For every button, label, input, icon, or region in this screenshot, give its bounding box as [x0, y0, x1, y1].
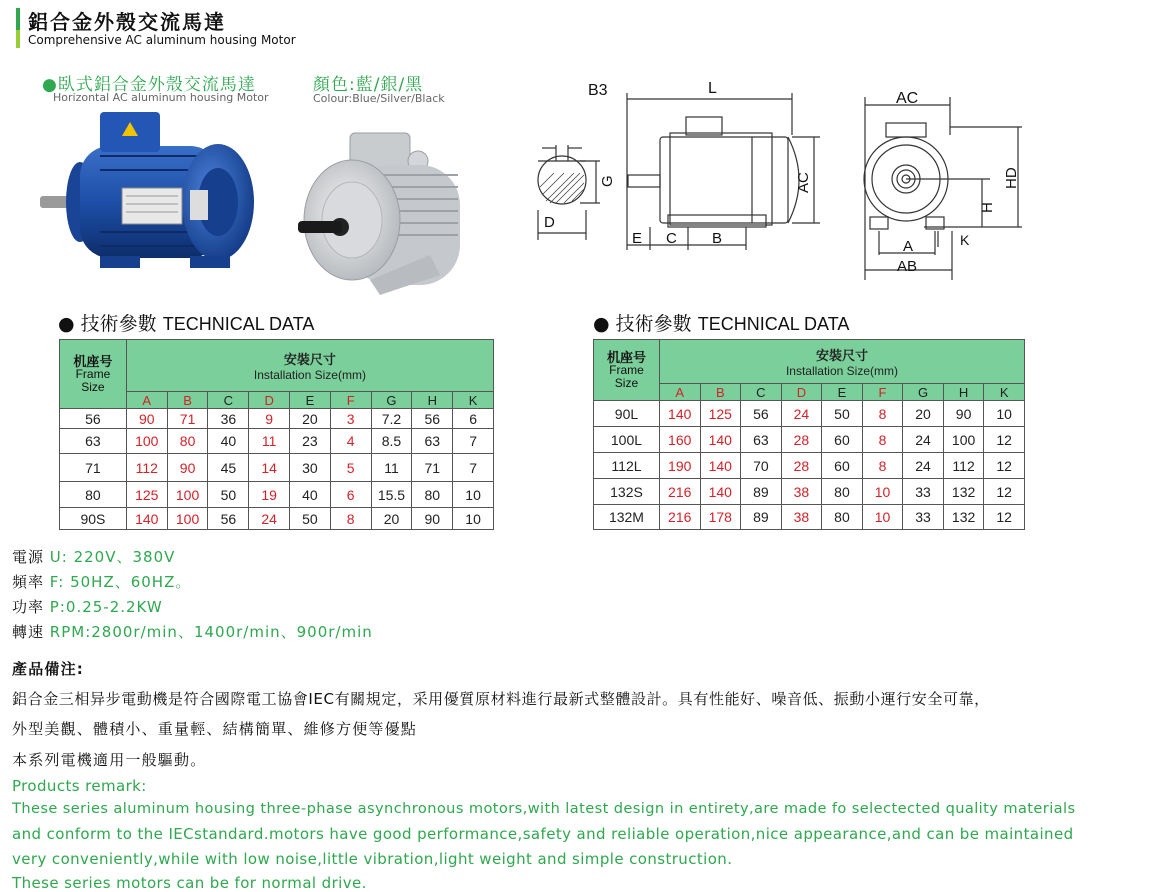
blue-motor-photo [40, 108, 270, 283]
table-row: 56 90 71 36 9 20 3 7.2 56 6 [60, 409, 494, 429]
spec-rpm: 轉速 RPM:2800r/min、1400r/min、900r/min [12, 623, 373, 641]
table-row: 132S 216 140 89 38 80 10 33 132 12 [594, 479, 1025, 505]
remarks-cn-line-1: 鋁合金三相异步電動機是符合國際電工協會IEC有關規定，采用優質原材料進行最新式整體設計。具有性能好、噪音低、振動小運行安全可靠， [12, 690, 990, 708]
label-k: K [960, 232, 970, 248]
title-accent-bar [16, 8, 20, 30]
label-l: L [708, 80, 717, 97]
label-d: D [544, 214, 555, 231]
spec-table-1 [59, 339, 494, 530]
installation-size-header: 安裝尺寸 Installation Size(mm) [659, 340, 1024, 384]
table-row: 100L 160 140 63 28 60 8 24 100 12 [594, 427, 1025, 453]
spec-voltage: 電源 U: 220V、380V [12, 548, 176, 566]
remarks-en-line-1: These series aluminum housing three-phase asynchronous motors,with latest design in entirety,are made fo selectected quality materials [12, 800, 1076, 817]
remarks-heading-en: Products remark: [12, 777, 147, 795]
frame-size-header: 机座号 Frame Size [60, 340, 127, 409]
installation-size-header: 安裝尺寸 Installation Size(mm) [126, 340, 493, 392]
table-row: 132M 216 178 89 38 80 10 33 132 12 [594, 505, 1025, 530]
silver-motor-photo [290, 125, 470, 300]
column-letters-row: A B C D E F G H K [60, 392, 494, 409]
remarks-en-line-3: very conveniently,while with low noise,little vibration,light weight and simple construction. [12, 850, 733, 868]
table-row: 80 125 100 50 19 40 6 15.5 80 10 [60, 482, 494, 508]
product-type-en: Horizontal AC aluminum housing Motor [53, 91, 269, 104]
frame-size-header: 机座号 Frame Size [594, 340, 660, 401]
column-letters-row: A B C D E F G H K [594, 384, 1025, 401]
label-e: E [632, 230, 643, 247]
colour-cn: 顏色:藍/銀/黑 [313, 75, 424, 95]
product-type-cn: ●臥式鋁合金外殼交流馬達 [42, 75, 256, 95]
label-a: A [903, 238, 914, 255]
table-row: 90L 140 125 56 24 50 8 20 90 10 [594, 401, 1025, 427]
table-row: 112L 190 140 70 28 60 8 24 112 12 [594, 453, 1025, 479]
label-b: B [712, 230, 723, 247]
spec-frequency: 頻率 F: 50HZ、60HZ。 [12, 573, 192, 591]
label-ab: AB [897, 258, 918, 275]
label-g: G [599, 175, 616, 187]
mount-code: B3 [588, 82, 608, 99]
subtitle-accent-bar [16, 30, 20, 48]
page-title-cn: 鋁合金外殼交流馬達 [28, 10, 226, 34]
tech-heading-left: ● 技術參數 TECHNICAL DATA [58, 313, 315, 335]
remarks-cn-line-3: 本系列電機適用一般驅動。 [12, 751, 207, 769]
label-hd: HD [1003, 167, 1020, 189]
label-ac-side: AC [795, 172, 812, 193]
spec-table-2 [593, 339, 1025, 530]
spec-power: 功率 P:0.25-2.2KW [12, 598, 163, 616]
label-ac-front: AC [896, 90, 919, 107]
remarks-en-line-4: These series motors can be for normal drive. [12, 874, 367, 892]
table-row: 63 100 80 40 11 23 4 8.5 63 7 [60, 429, 494, 454]
remarks-cn-line-2: 外型美觀、體積小、重量輕、結構簡單、維修方便等優點 [12, 720, 418, 738]
page-title-en: Comprehensive AC aluminum housing Motor [28, 33, 296, 47]
table-row: 71 112 90 45 14 30 5 11 71 7 [60, 454, 494, 482]
colour-en: Colour:Blue/Silver/Black [313, 92, 445, 105]
dimension-drawing [520, 75, 1040, 285]
label-h: H [979, 202, 996, 213]
remarks-heading-cn: 產品備注: [12, 660, 84, 678]
label-c: C [666, 230, 677, 247]
table-row: 90S 140 100 56 24 50 8 20 90 10 [60, 508, 494, 530]
tech-heading-right: ● 技術參數 TECHNICAL DATA [593, 313, 850, 335]
remarks-en-line-2: and conform to the IECstandard.motors have good performance,safety and reliable operation,nice appearance,and can be maintained [12, 825, 1074, 843]
